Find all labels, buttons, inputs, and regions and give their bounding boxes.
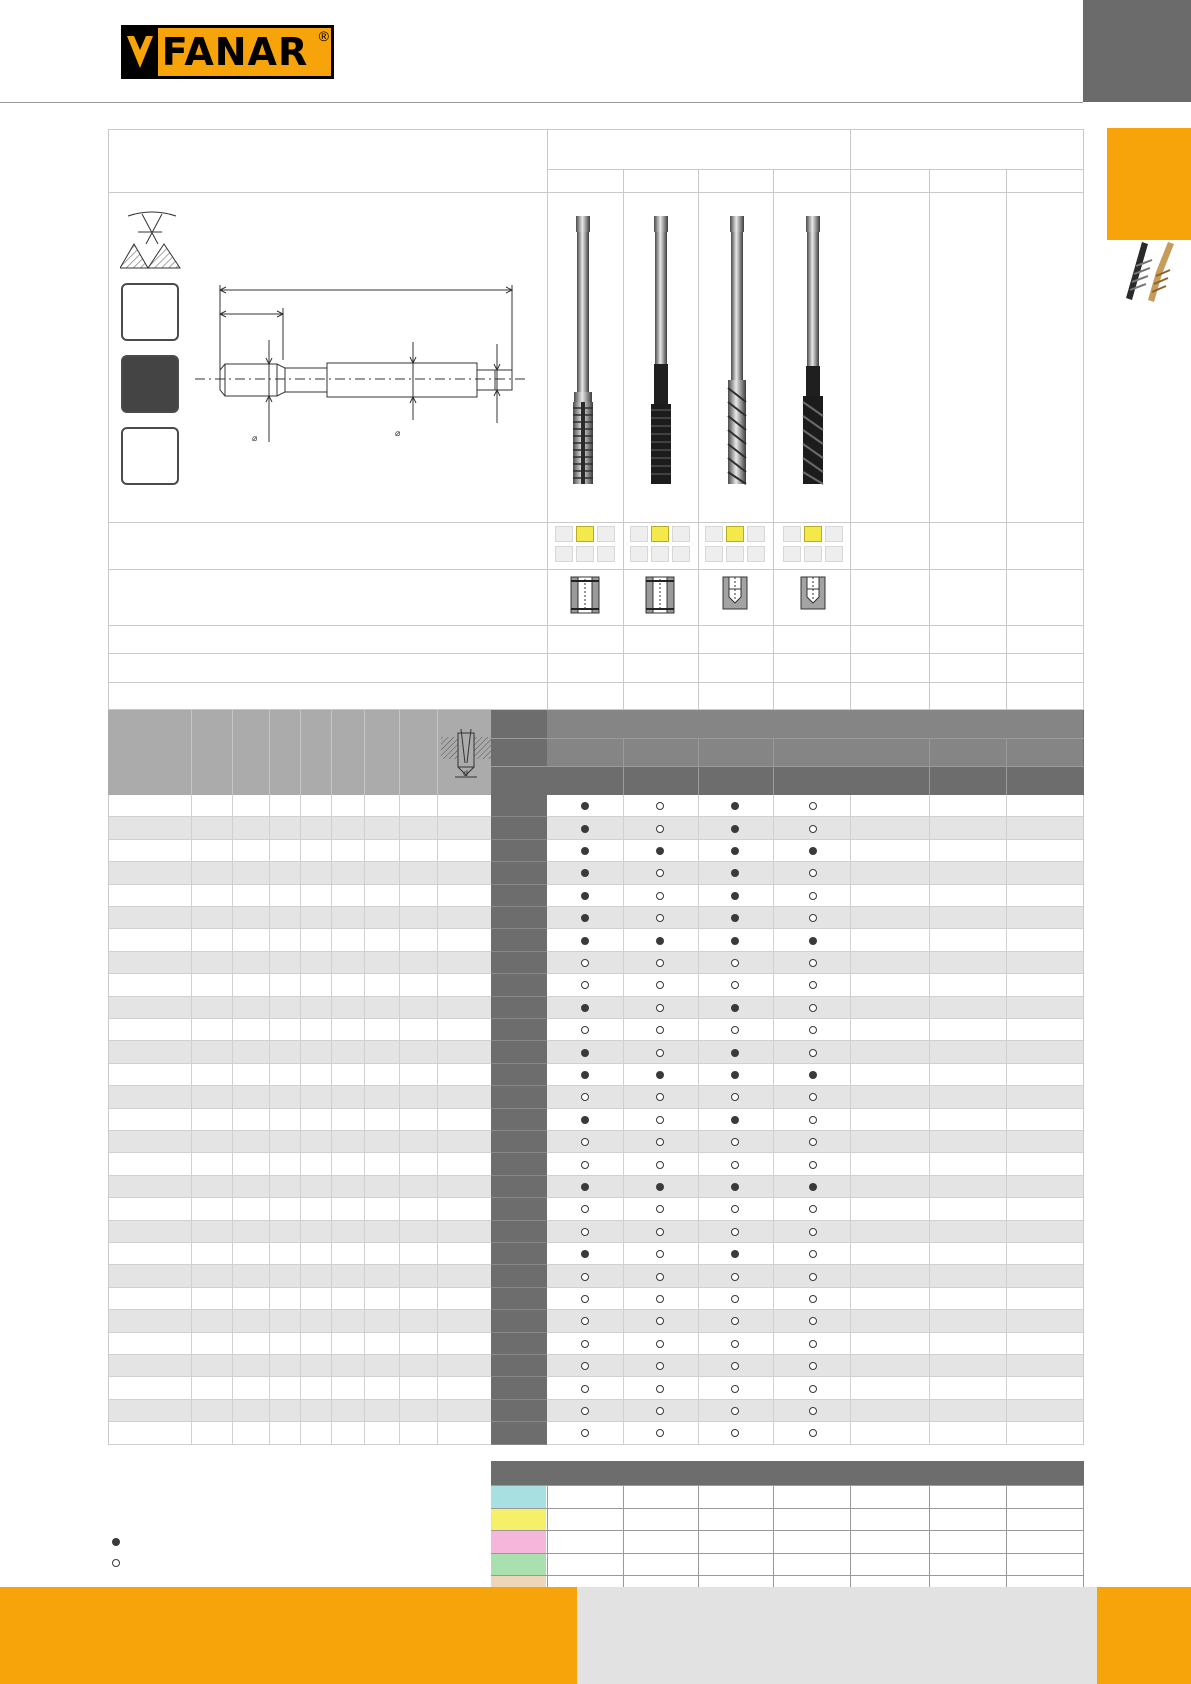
material-grid-cell	[825, 526, 843, 542]
material-grid-cell	[705, 546, 723, 562]
empty-dot-icon	[581, 1385, 589, 1393]
full-dot-icon	[809, 937, 817, 945]
row-code-cell	[491, 1131, 547, 1153]
full-dot-icon	[731, 825, 739, 833]
empty-dot-icon	[809, 959, 817, 967]
svg-text:⌀: ⌀	[252, 434, 258, 444]
row-code-cell	[491, 1198, 547, 1220]
table-row	[108, 1019, 1083, 1041]
material-grid-cell	[747, 526, 765, 542]
material-grid-cell	[726, 526, 744, 542]
row-code-cell	[491, 907, 547, 929]
tap-spiral-black-icon	[796, 212, 830, 492]
material-grid-cell	[597, 526, 615, 542]
material-grid-cell	[630, 546, 648, 562]
empty-dot-icon	[656, 825, 664, 833]
table-row	[108, 1221, 1083, 1243]
material-grid-cell	[597, 546, 615, 562]
empty-dot-icon	[731, 1161, 739, 1169]
empty-dot-icon	[656, 892, 664, 900]
empty-dot-icon	[656, 1273, 664, 1281]
material-grid-cell	[555, 526, 573, 542]
table-row	[108, 1243, 1083, 1265]
table-row	[108, 1198, 1083, 1220]
full-dot-icon	[581, 825, 589, 833]
table-row	[108, 1131, 1083, 1153]
material-grid-cell	[651, 526, 669, 542]
table-row	[108, 1288, 1083, 1310]
row-code-cell	[491, 1265, 547, 1287]
empty-dot-icon	[656, 1161, 664, 1169]
row-code-cell	[491, 1221, 547, 1243]
material-grid-cell	[804, 546, 822, 562]
tap-spiral-bright-icon	[720, 212, 754, 492]
row-code-cell	[491, 1400, 547, 1422]
empty-dot-icon	[809, 1340, 817, 1348]
coating-swatch	[491, 1553, 546, 1576]
tap-straight-bright-icon	[566, 212, 600, 492]
row-code-cell	[491, 1153, 547, 1175]
material-grid-cell	[804, 526, 822, 542]
material-grid-cell	[783, 526, 801, 542]
full-dot-icon	[581, 937, 589, 945]
material-icon-3	[121, 427, 179, 485]
full-dot-icon	[731, 892, 739, 900]
full-dot-icon	[731, 1071, 739, 1079]
empty-dot-icon	[731, 1385, 739, 1393]
blind-hole-icon	[798, 575, 828, 615]
table-row	[108, 929, 1083, 951]
table-row	[108, 1265, 1083, 1287]
section-tab	[1107, 128, 1191, 240]
coating-swatch	[491, 1508, 546, 1531]
material-grid-cell	[747, 546, 765, 562]
empty-dot-icon	[656, 1004, 664, 1012]
material-grid-cell	[555, 546, 573, 562]
empty-dot-icon	[731, 1273, 739, 1281]
full-dot-icon	[112, 1538, 120, 1546]
full-dot-icon	[581, 1183, 589, 1191]
table-row	[108, 1333, 1083, 1355]
full-dot-icon	[656, 1071, 664, 1079]
material-grid-cell	[783, 546, 801, 562]
empty-dot-icon	[581, 1161, 589, 1169]
row-code-cell	[491, 1064, 547, 1086]
empty-dot-icon	[656, 959, 664, 967]
row-code-cell	[491, 1355, 547, 1377]
row-code-cell	[491, 795, 547, 817]
full-dot-icon	[731, 847, 739, 855]
footer-band-center	[577, 1587, 1097, 1684]
table-row	[108, 974, 1083, 996]
empty-dot-icon	[656, 1295, 664, 1303]
empty-dot-icon	[581, 1228, 589, 1236]
table-row	[108, 1086, 1083, 1108]
empty-dot-icon	[809, 1407, 817, 1415]
row-code-cell	[491, 1086, 547, 1108]
empty-dot-icon	[656, 1228, 664, 1236]
table-row	[108, 1355, 1083, 1377]
empty-dot-icon	[656, 1049, 664, 1057]
full-dot-icon	[656, 1183, 664, 1191]
row-code-cell	[491, 862, 547, 884]
table-row	[108, 1310, 1083, 1332]
table-row	[108, 840, 1083, 862]
empty-dot-icon	[581, 1340, 589, 1348]
full-dot-icon	[581, 847, 589, 855]
full-dot-icon	[581, 1071, 589, 1079]
empty-dot-icon	[731, 1407, 739, 1415]
full-dot-icon	[656, 937, 664, 945]
header-divider	[0, 102, 1083, 103]
material-icon-1	[121, 283, 179, 341]
full-dot-icon	[809, 1183, 817, 1191]
empty-dot-icon	[809, 1161, 817, 1169]
full-dot-icon	[581, 1004, 589, 1012]
table-row	[108, 1064, 1083, 1086]
row-code-cell	[491, 1422, 547, 1444]
material-icon-2	[121, 355, 179, 413]
table-row	[108, 885, 1083, 907]
table-row	[108, 1422, 1083, 1444]
blind-hole-icon	[720, 575, 750, 615]
full-dot-icon	[581, 1116, 589, 1124]
empty-dot-icon	[809, 1295, 817, 1303]
hole-depth-icon	[441, 727, 491, 781]
row-code-cell	[491, 997, 547, 1019]
material-grid-cell	[672, 546, 690, 562]
row-code-cell	[491, 885, 547, 907]
empty-dot-icon	[809, 1004, 817, 1012]
table-row	[108, 1109, 1083, 1131]
empty-dot-icon	[581, 959, 589, 967]
row-code-cell	[491, 1288, 547, 1310]
material-grid-cell	[576, 526, 594, 542]
row-code-cell	[491, 840, 547, 862]
full-dot-icon	[809, 847, 817, 855]
material-grid-cell	[576, 546, 594, 562]
empty-dot-icon	[581, 1295, 589, 1303]
row-code-cell	[491, 1310, 547, 1332]
row-code-cell	[491, 1041, 547, 1063]
table-row	[108, 795, 1083, 817]
material-grid-cell	[705, 526, 723, 542]
side-tap-thumbnail-icon	[1108, 236, 1178, 306]
tap-dimension-drawing	[195, 280, 530, 450]
corner-tab	[1083, 0, 1191, 102]
table-row	[108, 1377, 1083, 1399]
registered-mark: ®	[318, 28, 329, 44]
row-code-cell	[491, 1377, 547, 1399]
full-dot-icon	[731, 1004, 739, 1012]
table-row	[108, 817, 1083, 839]
empty-dot-icon	[809, 1116, 817, 1124]
material-grid-cell	[651, 546, 669, 562]
row-code-cell	[491, 1243, 547, 1265]
empty-dot-icon	[809, 1385, 817, 1393]
empty-dot-icon	[112, 1559, 120, 1567]
logo-v-mark-icon	[125, 32, 155, 72]
empty-dot-icon	[656, 1407, 664, 1415]
table-row	[108, 1153, 1083, 1175]
empty-dot-icon	[809, 1273, 817, 1281]
full-dot-icon	[581, 892, 589, 900]
through-hole-icon	[570, 575, 600, 615]
table-row	[108, 1400, 1083, 1422]
full-dot-icon	[731, 937, 739, 945]
empty-dot-icon	[809, 1049, 817, 1057]
footer-band-right	[1097, 1587, 1191, 1684]
material-grid-cell	[726, 546, 744, 562]
row-code-cell	[491, 817, 547, 839]
table-row	[108, 1176, 1083, 1198]
row-code-cell	[491, 952, 547, 974]
row-code-cell	[491, 974, 547, 996]
empty-dot-icon	[656, 1116, 664, 1124]
empty-dot-icon	[731, 1295, 739, 1303]
row-code-cell	[491, 1333, 547, 1355]
empty-dot-icon	[656, 1340, 664, 1348]
row-code-cell	[491, 1176, 547, 1198]
material-grid-cell	[672, 526, 690, 542]
through-hole-icon	[645, 575, 675, 615]
full-dot-icon	[656, 847, 664, 855]
coating-swatch	[491, 1485, 546, 1508]
empty-dot-icon	[809, 825, 817, 833]
thread-profile-icon	[120, 210, 182, 272]
brand-name: FANAR	[161, 30, 309, 74]
coating-swatch	[491, 1530, 546, 1553]
empty-dot-icon	[731, 1228, 739, 1236]
table-row	[108, 952, 1083, 974]
row-code-cell	[491, 1109, 547, 1131]
full-dot-icon	[731, 1183, 739, 1191]
empty-dot-icon	[809, 1228, 817, 1236]
table-row	[108, 1041, 1083, 1063]
empty-dot-icon	[731, 959, 739, 967]
footer-band-left	[0, 1587, 577, 1684]
table-row	[108, 997, 1083, 1019]
table-row	[108, 862, 1083, 884]
fanar-logo	[121, 25, 334, 79]
svg-text:⌀: ⌀	[395, 429, 401, 439]
empty-dot-icon	[809, 892, 817, 900]
row-code-cell	[491, 929, 547, 951]
empty-dot-icon	[581, 1273, 589, 1281]
material-grid-cell	[630, 526, 648, 542]
full-dot-icon	[731, 1116, 739, 1124]
row-code-cell	[491, 1019, 547, 1041]
empty-dot-icon	[656, 1385, 664, 1393]
empty-dot-icon	[581, 1407, 589, 1415]
table-row	[108, 907, 1083, 929]
full-dot-icon	[731, 1049, 739, 1057]
empty-dot-icon	[731, 1340, 739, 1348]
full-dot-icon	[809, 1071, 817, 1079]
tap-straight-black-icon	[644, 212, 678, 492]
material-grid-cell	[825, 546, 843, 562]
full-dot-icon	[581, 1049, 589, 1057]
svg-text:d: d	[463, 769, 469, 778]
